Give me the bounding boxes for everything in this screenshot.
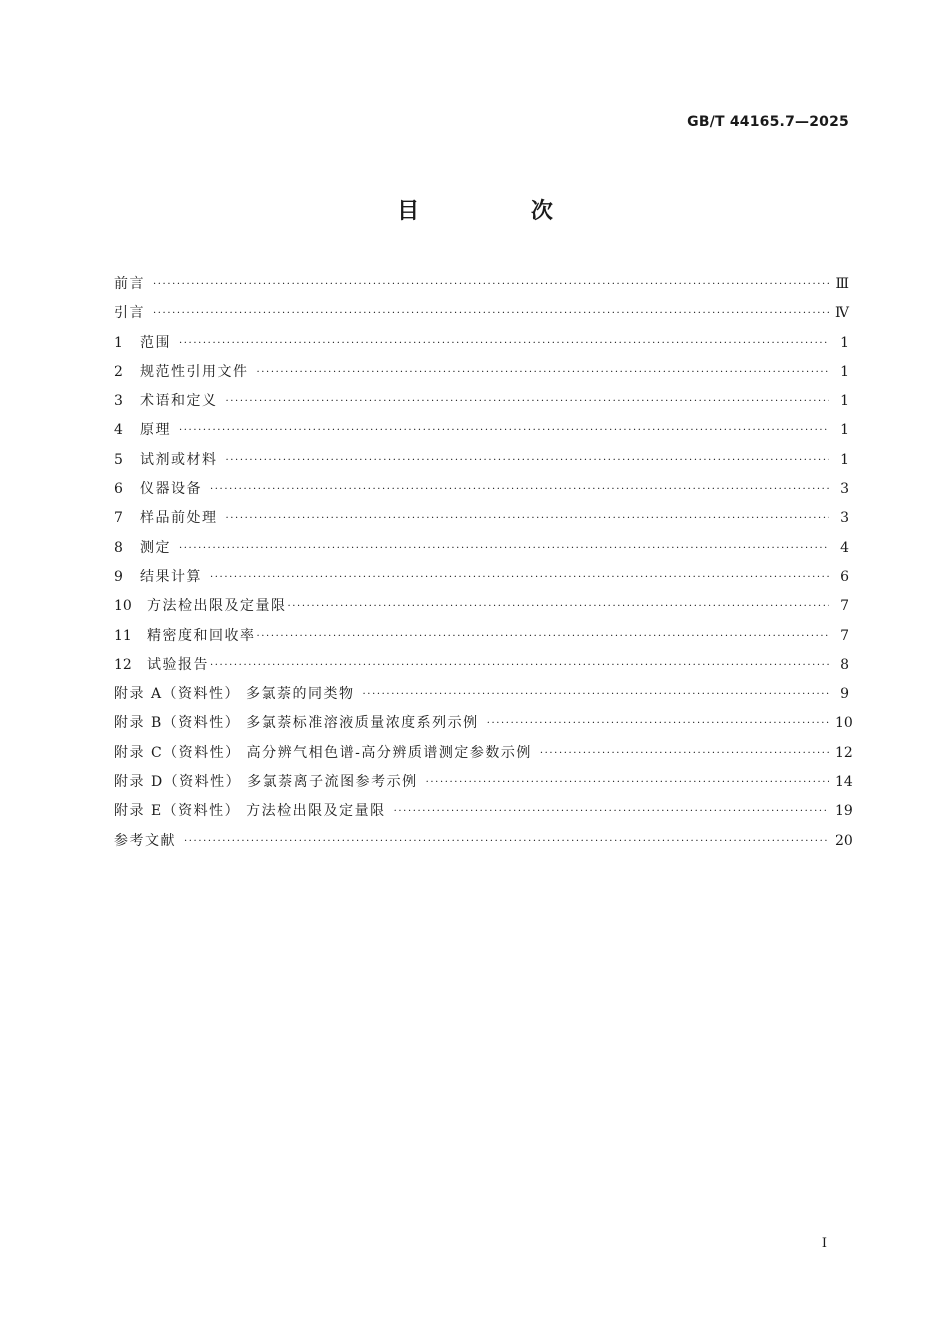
toc-entry-page: 9 [840, 686, 849, 703]
toc-leader-dots [210, 651, 829, 680]
toc-entry-number: 6 [114, 481, 123, 498]
toc-entry-number: 7 [114, 510, 123, 527]
toc-entry-foreword[interactable] [114, 270, 849, 299]
toc-entry-number: 4 [114, 422, 123, 439]
toc-leader-dots [394, 797, 829, 826]
toc-entry-annex-b[interactable] [114, 709, 853, 738]
toc-leader-dots [179, 329, 829, 358]
toc-entry-label: 规范性引用文件 [140, 363, 249, 380]
toc-entry-10[interactable] [114, 592, 849, 621]
toc-entry-page: Ⅲ [835, 276, 849, 292]
toc-entry-page: 3 [840, 481, 849, 498]
toc-entry-page: 1 [840, 422, 849, 439]
toc-entry-8[interactable] [114, 534, 849, 563]
toc-entry-page: Ⅳ [835, 305, 849, 322]
toc-entry-number: 8 [114, 539, 123, 556]
toc-leader-dots [226, 446, 830, 475]
toc-entry-label: 样品前处理 [140, 510, 218, 527]
toc-entry-page: 7 [840, 598, 849, 615]
toc-entry-label: 附录 E（资料性） 方法检出限及定量限 [114, 803, 386, 820]
toc-entry-page: 3 [840, 510, 849, 527]
toc-entry-label: 范围 [140, 334, 171, 351]
toc-entry-number: 3 [114, 393, 123, 410]
toc-entry-bibliography[interactable] [114, 827, 853, 856]
toc-entry-label: 原理 [140, 422, 171, 439]
toc-entry-4[interactable] [114, 416, 849, 445]
toc-entry-page: 14 [835, 774, 853, 791]
toc-leader-dots [210, 475, 829, 504]
toc-entry-2[interactable] [114, 358, 849, 387]
toc-entry-label: 附录 C（资料性） 高分辨气相色谱-高分辨质谱测定参数示例 [114, 744, 532, 761]
toc-leader-dots [153, 299, 829, 328]
toc-entry-page: 20 [835, 832, 853, 849]
toc-entry-label: 前言 [114, 276, 145, 292]
toc-entry-number: 1 [114, 334, 123, 351]
toc-entry-1[interactable] [114, 329, 849, 358]
toc-leader-dots [257, 622, 830, 651]
toc-leader-dots [487, 709, 829, 738]
toc-entry-number: 12 [114, 656, 132, 673]
toc-entry-label: 试验报告 [147, 656, 209, 673]
toc-entry-annex-c[interactable] [114, 739, 853, 768]
toc-leader-dots [179, 416, 829, 445]
toc-entry-12[interactable] [114, 651, 849, 680]
toc-entry-number: 5 [114, 451, 123, 468]
toc-leader-dots [179, 534, 829, 563]
toc-entry-6[interactable] [114, 475, 849, 504]
toc-leader-dots [184, 827, 829, 856]
toc-leader-dots [210, 563, 829, 592]
toc-entry-label: 附录 B（资料性） 多氯萘标准溶液质量浓度系列示例 [114, 715, 479, 732]
toc-entry-number: 9 [114, 568, 123, 585]
toc-entry-label: 参考文献 [114, 832, 176, 849]
toc-entry-label: 方法检出限及定量限 [147, 598, 287, 615]
toc-entry-label: 试剂或材料 [140, 451, 218, 468]
toc-entry-annex-a[interactable] [114, 680, 849, 709]
toc-entry-number: 2 [114, 363, 123, 380]
page-number: I [821, 1236, 827, 1251]
toc-leader-dots [288, 592, 830, 621]
toc-entry-11[interactable] [114, 622, 849, 651]
toc-entry-page: 1 [840, 363, 849, 380]
toc-entry-page: 10 [835, 715, 853, 732]
toc-entry-label: 仪器设备 [140, 481, 202, 498]
toc-entry-annex-e[interactable] [114, 797, 853, 826]
toc-leader-dots [540, 739, 829, 768]
toc-entry-label: 精密度和回收率 [147, 627, 256, 644]
toc-entry-label: 结果计算 [140, 568, 202, 585]
toc-leader-dots [153, 270, 829, 299]
toc-entry-page: 7 [840, 627, 849, 644]
toc-entry-page: 1 [840, 334, 849, 351]
toc-entry-introduction[interactable] [114, 299, 849, 328]
toc-entry-page: 19 [835, 803, 853, 820]
toc-entry-label: 附录 D（资料性） 多氯萘离子流图参考示例 [114, 774, 418, 791]
toc-entry-annex-d[interactable] [114, 768, 853, 797]
toc-entry-number: 11 [114, 627, 132, 644]
toc-entry-page: 6 [840, 568, 849, 585]
standard-number: GB/T 44165.7—2025 [687, 114, 849, 130]
toc-entry-number: 10 [114, 598, 132, 615]
toc-entry-label: 测定 [140, 539, 171, 556]
toc-entry-page: 1 [840, 451, 849, 468]
page-title: 目 次 [397, 199, 605, 224]
toc-entry-label: 附录 A（资料性） 多氯萘的同类物 [114, 686, 355, 703]
toc-leader-dots [226, 504, 830, 533]
toc-entry-page: 8 [840, 656, 849, 673]
toc-leader-dots [363, 680, 829, 709]
toc-entry-label: 术语和定义 [140, 393, 218, 410]
toc-leader-dots [257, 358, 830, 387]
toc-entry-3[interactable] [114, 387, 849, 416]
toc-entry-label: 引言 [114, 305, 145, 322]
toc-leader-dots [426, 768, 829, 797]
toc-entry-page: 4 [840, 539, 849, 556]
toc-entry-9[interactable] [114, 563, 849, 592]
toc-entry-page: 12 [835, 744, 853, 761]
table-of-contents [114, 270, 853, 856]
toc-entry-page: 1 [840, 393, 849, 410]
toc-entry-5[interactable] [114, 446, 849, 475]
toc-entry-7[interactable] [114, 504, 849, 533]
toc-leader-dots [226, 387, 830, 416]
